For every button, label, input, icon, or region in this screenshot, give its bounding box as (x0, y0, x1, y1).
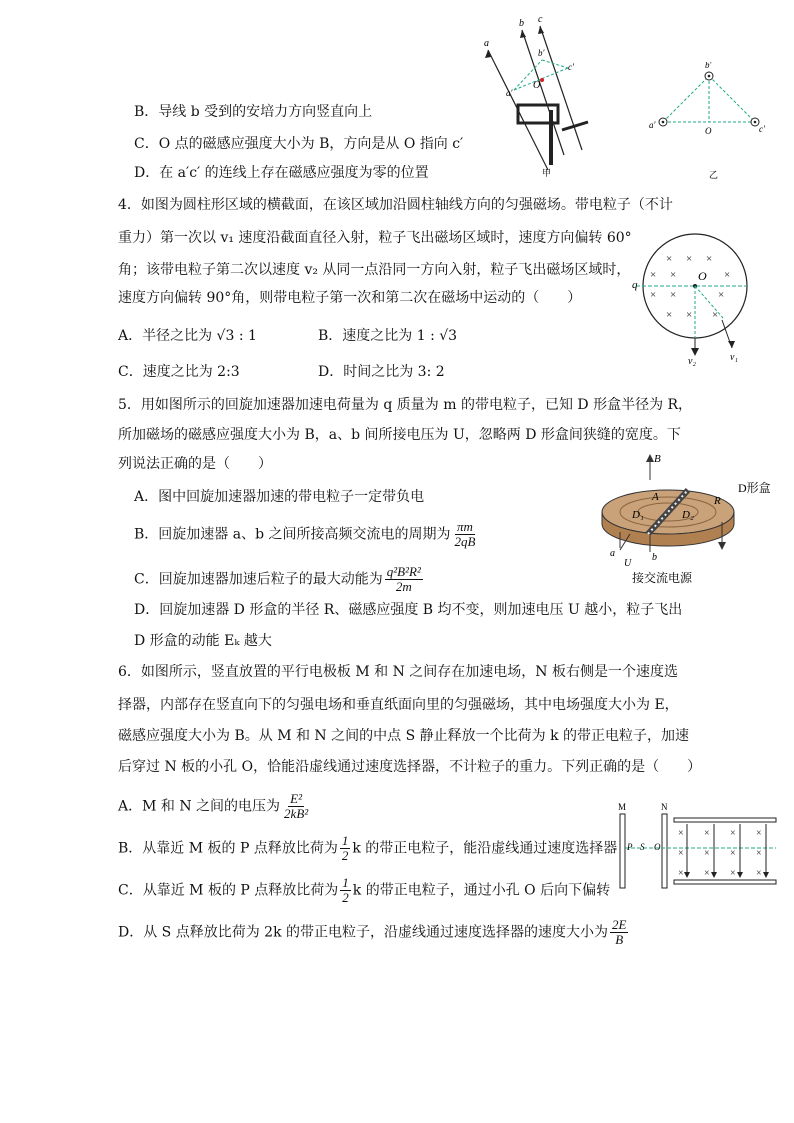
svg-text:×: × (704, 868, 710, 879)
q5-option-c-fraction: $\frac{\text{q²B²R²}}{2m}$ (386, 564, 421, 594)
svg-text:×: × (730, 848, 736, 859)
label-d2: D₂ (682, 509, 694, 521)
svg-text:×: × (650, 269, 657, 281)
label-p: P (627, 842, 633, 852)
q5-option-a: A．图中回旋加速器加速的带电粒子一定带负电 (134, 489, 425, 505)
q4-stem-line3: 角；该带电粒子第二次以速度 v₂ 从同一点沿同一方向入射，粒子飞出磁场区域时， (118, 262, 631, 278)
q5-stem-line2: 所加磁场的磁感应强度大小为 B，a、b 间所接电压为 U，忽略两 D 形盒间狭缝的宽度。下 (118, 427, 681, 443)
q4-option-b: B．速度之比为 1 : √3 (318, 328, 458, 344)
label-v2: v₂ (688, 356, 696, 366)
label-b-prime: b′ (538, 48, 545, 58)
label-s: S (640, 842, 645, 852)
label-terminal-a: a (610, 548, 615, 559)
svg-text:×: × (712, 309, 719, 321)
label-a-prime: a′ (506, 88, 513, 98)
label-o: O (698, 269, 707, 283)
svg-text:×: × (704, 828, 710, 839)
q6-stem-line1: 6．如图所示，竖直放置的平行电极板 M 和 N 之间存在加速电场，N 板右侧是一个速度选 (118, 664, 678, 680)
label-a-point: A (652, 491, 659, 503)
svg-text:×: × (756, 828, 762, 839)
q5-stem-line1: 5．用如图所示的回旋加速器加速电荷量为 q 质量为 m 的带电粒子，已知 D 形盒半径为 R， (118, 397, 693, 413)
q6-option-d: D．从 S 点释放比荷为 2k 的带正电粒子，沿虚线通过速度选择器的速度大小为 $\frac{2E}{B}$ (118, 917, 627, 947)
svg-text:×: × (678, 848, 684, 859)
svg-text:×: × (678, 828, 684, 839)
label-terminal-b: b (652, 552, 657, 563)
svg-text:×: × (650, 289, 657, 301)
label-c-prime: c′ (568, 62, 574, 72)
q4-stem-line2: 重力）第一次以 v₁ 速度沿截面直径入射，粒子飞出磁场区域时，速度方向偏转 60° (118, 230, 632, 246)
svg-text:×: × (686, 253, 693, 265)
label-o: O (654, 842, 661, 852)
label-b-prime: b′ (705, 62, 712, 70)
q6-option-a-fraction: $\frac{\text{E²}}{\text{2kB²}}$ (284, 791, 309, 821)
q6-option-b: B．从靠近 M 板的 P 点释放比荷为 $\frac{1}{2}$ k 的带正电粒子，能沿虚线通过速度选择器 (118, 833, 618, 863)
label-voltage: U (624, 558, 632, 569)
svg-text:×: × (686, 309, 693, 321)
label-m-plate: M (618, 802, 627, 812)
q5-option-b-text: B．回旋加速器 a、b 之间所接高频交流电的周期为 (134, 526, 451, 543)
q4-option-d: D．时间之比为 3: 2 (318, 364, 445, 380)
q5-option-c (134, 565, 425, 594)
svg-text:×: × (666, 253, 673, 265)
svg-text:×: × (730, 828, 736, 839)
q4-stem-line1: 4．如图为圆柱形区域的横截面，在该区域加沿圆柱轴线方向的匀强磁场。带电粒子（不计 (118, 197, 673, 213)
svg-text:×: × (756, 848, 762, 859)
q3-option-d: D．在 a′c′ 的连线上存在磁感应强度为零的位置 (134, 165, 429, 181)
label-b-field: B (654, 453, 661, 465)
q4-figure (628, 228, 758, 366)
svg-text:×: × (666, 309, 673, 321)
q4-option-a: A．半径之比为 √3 : 1 (118, 328, 257, 344)
label-a: a (484, 38, 489, 49)
svg-text:×: × (730, 868, 736, 879)
label-b: b (519, 18, 524, 29)
label-n-plate: N (661, 802, 668, 812)
svg-text:×: × (718, 289, 725, 301)
label-v1: v₁ (730, 352, 738, 363)
q6-option-a: A．M 和 N 之间的电压为 $\frac{\text{E²}}{\text{2kB²}}$ (118, 791, 309, 821)
q5-figure-cyclotron (596, 450, 790, 590)
q3-option-b: B．导线 b 受到的安培力方向竖直向上 (134, 104, 373, 120)
svg-text:×: × (670, 289, 677, 301)
svg-text:×: × (756, 868, 762, 879)
label-radius: R (714, 495, 721, 507)
label-c: c (538, 14, 543, 25)
q3-figure-yi (645, 62, 775, 182)
q5-option-d-line2: D 形盒的动能 Eₖ 越大 (134, 633, 272, 649)
q5-option-b (134, 520, 479, 549)
q6-figure-velocity-selector (614, 800, 780, 892)
svg-text:×: × (706, 253, 713, 265)
q6-option-c-fraction: $\frac{1}{2}$ (342, 875, 349, 905)
caption-yi: 乙 (709, 170, 719, 180)
q6-option-c: C．从靠近 M 板的 P 点释放比荷为 $\frac{1}{2}$ k 的带正电粒子，通过小孔 O 后向下偏转 (118, 875, 611, 905)
label-a-prime: a′ (649, 120, 656, 130)
caption-jia: 甲 (542, 168, 552, 178)
label-o: O (533, 80, 541, 91)
svg-text:×: × (704, 848, 710, 859)
svg-text:×: × (670, 269, 677, 281)
q6-stem-line3: 磁感应强度大小为 B。从 M 和 N 之间的中点 S 静止释放一个比荷为 k 的带正电粒子，加速 (118, 728, 689, 744)
q5-option-d-line1: D．回旋加速器 D 形盒的半径 R、磁感应强度 B 均不变，则加速电压 U 越小，粒子飞出 (134, 602, 683, 618)
svg-text:×: × (678, 868, 684, 879)
q6-stem-line2: 择器，内部存在竖直向下的匀强电场和垂直纸面向里的匀强磁场，其中电场强度大小为 E， (118, 697, 679, 713)
svg-text:×: × (724, 269, 731, 281)
q3-figure-jia (478, 10, 608, 180)
q3-option-c: C．O 点的磁感应强度大小为 B，方向是从 O 指向 c′ (134, 136, 464, 152)
q5-option-b-fraction: $\frac{\pi m}{2qB}$ (454, 519, 476, 549)
q5-stem-line3: 列说法正确的是（ ） (118, 456, 272, 472)
q4-option-c: C．速度之比为 2:3 (118, 364, 240, 380)
q6-stem-line4: 后穿过 N 板的小孔 O，恰能沿虚线通过速度选择器，不计粒子的重力。下列正确的是（ ） (118, 759, 702, 775)
label-o: O (705, 126, 712, 136)
label-c-prime: c′ (759, 124, 765, 134)
q6-option-b-fraction: $\frac{1}{2}$ (341, 833, 349, 863)
q5-option-c-text: C．回旋加速器加速后粒子的最大动能为 (134, 571, 383, 588)
label-d1: D₁ (632, 509, 644, 521)
label-d-box: D形盒 (738, 481, 771, 495)
q6-option-d-fraction: $\frac{2E}{B}$ (612, 917, 627, 947)
label-ac-source: 接交流电源 (632, 571, 693, 585)
q4-stem-line4: 速度方向偏转 90°角，则带电粒子第一次和第二次在磁场中运动的（ ） (118, 290, 582, 306)
label-q: q (632, 279, 638, 291)
